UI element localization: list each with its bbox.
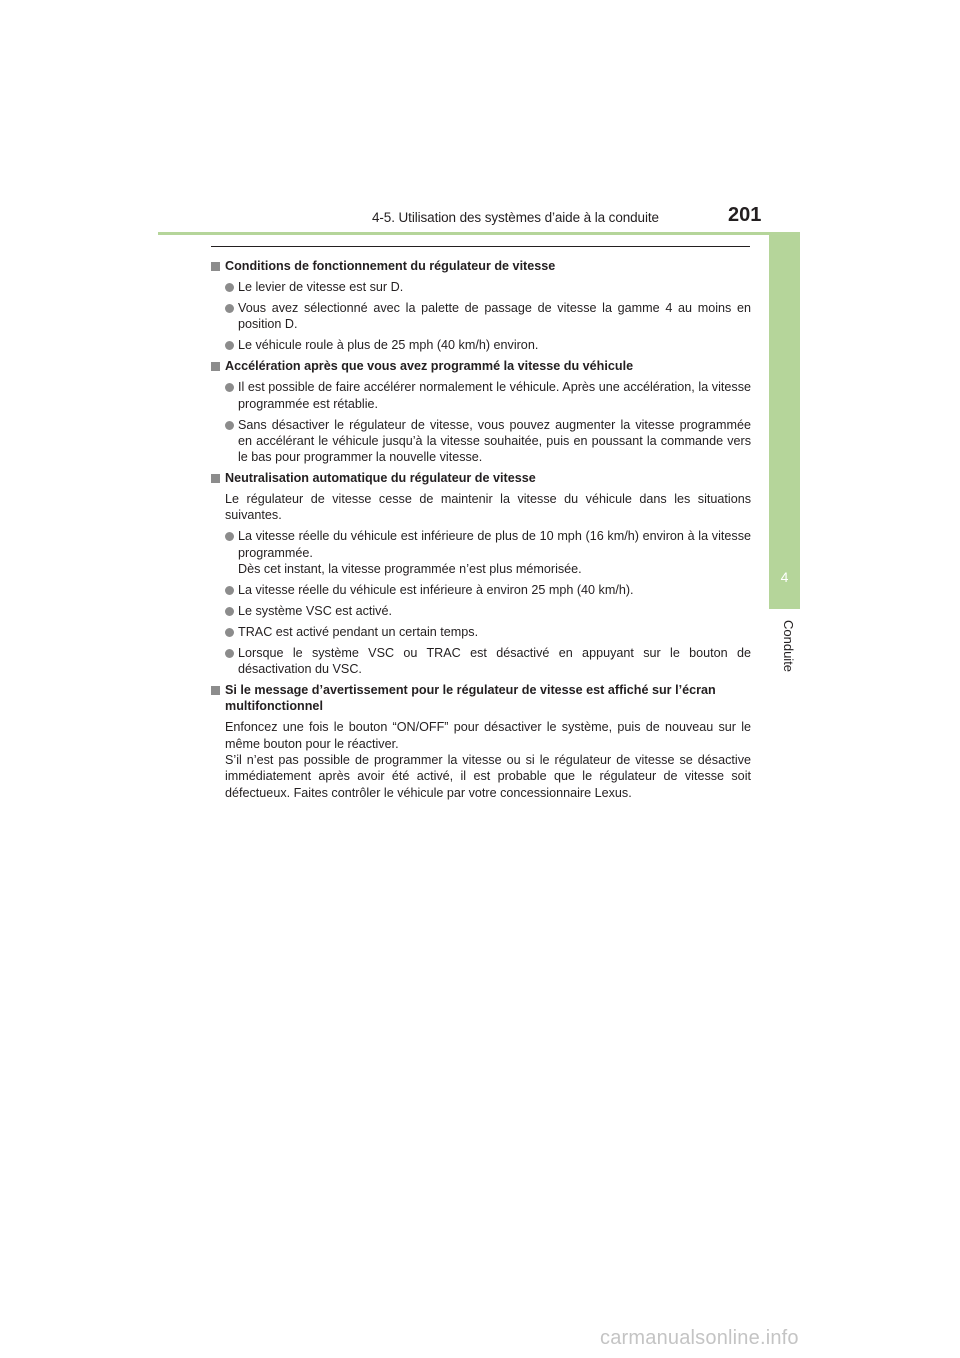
page-content [211, 258, 751, 801]
circle-bullet-icon [225, 383, 234, 392]
list-item: Le levier de vitesse est sur D. [211, 279, 751, 295]
chapter-side-tab [769, 235, 800, 609]
header-rule [158, 232, 800, 235]
list-item: TRAC est activé pendant un certain temps. [211, 624, 751, 640]
section-heading: Conditions de fonctionnement du régulateur de vitesse [211, 258, 751, 274]
circle-bullet-icon [225, 304, 234, 313]
circle-bullet-icon [225, 607, 234, 616]
square-bullet-icon [211, 362, 220, 371]
running-header-title: 4-5. Utilisation des systèmes d’aide à la conduite [372, 210, 659, 225]
circle-bullet-icon [225, 628, 234, 637]
watermark: carmanualsonline.info [600, 1327, 799, 1349]
list-item: La vitesse réelle du véhicule est inférieure de plus de 10 mph (16 km/h) environ à la vitesse programmée. Dès cet instant, la vitesse programmée n’est plus mémorisée. [211, 528, 751, 577]
circle-bullet-icon [225, 586, 234, 595]
list-item: Il est possible de faire accélérer normalement le véhicule. Après une accélération, la vitesse programmée est rétablie. [211, 379, 751, 412]
section-heading: Accélération après que vous avez programmé la vitesse du véhicule [211, 358, 751, 374]
page-number: 201 [728, 204, 762, 226]
circle-bullet-icon [225, 283, 234, 292]
circle-bullet-icon [225, 421, 234, 430]
circle-bullet-icon [225, 341, 234, 350]
section-operating-conditions [211, 258, 751, 354]
square-bullet-icon [211, 474, 220, 483]
section-warning-message [211, 682, 751, 801]
list-item: Le système VSC est activé. [211, 603, 751, 619]
section-heading: Si le message d’avertissement pour le régulateur de vitesse est affiché sur l’écran multifonctionnel [211, 682, 751, 715]
list-item: Vous avez sélectionné avec la palette de passage de vitesse la gamme 4 au moins en position D. [211, 300, 751, 333]
list-item: Le véhicule roule à plus de 25 mph (40 km/h) environ. [211, 337, 751, 353]
bullet-note: Dès cet instant, la vitesse programmée n’est plus mémorisée. [238, 561, 582, 576]
section-automatic-cancellation [211, 470, 751, 677]
circle-bullet-icon [225, 532, 234, 541]
section-heading: Neutralisation automatique du régulateur de vitesse [211, 470, 751, 486]
section-intro: Le régulateur de vitesse cesse de maintenir la vitesse du véhicule dans les situations suivantes. [225, 492, 751, 523]
circle-bullet-icon [225, 649, 234, 658]
content-top-rule [211, 246, 750, 247]
list-item: La vitesse réelle du véhicule est inférieure à environ 25 mph (40 km/h). [211, 582, 751, 598]
chapter-label: Conduite [781, 620, 796, 673]
list-item: Lorsque le système VSC ou TRAC est désactivé en appuyant sur le bouton de désactivation du VSC. [211, 645, 751, 678]
square-bullet-icon [211, 262, 220, 271]
section-acceleration [211, 358, 751, 465]
list-item: Sans désactiver le régulateur de vitesse, vous pouvez augmenter la vitesse programmée en accélérant le véhicule jusqu’à la vitesse souhaitée, puis en poussant la commande vers le bas pour programmer la nouvelle vitesse. [211, 417, 751, 466]
square-bullet-icon [211, 686, 220, 695]
chapter-number: 4 [780, 569, 789, 585]
section-paragraph: Enfoncez une fois le bouton “ON/OFF” pour désactiver le système, puis de nouveau sur le même bouton pour le réactiver. S’il n’est pas possible de programmer la vitesse ou si le régulateur de vitesse se désactive immédiatement après avoir été activé, il est probable que le régulateur de vitesse soit défectueux. Faites contrôler le véhicule par votre concessionnaire Lexus. [225, 720, 751, 800]
